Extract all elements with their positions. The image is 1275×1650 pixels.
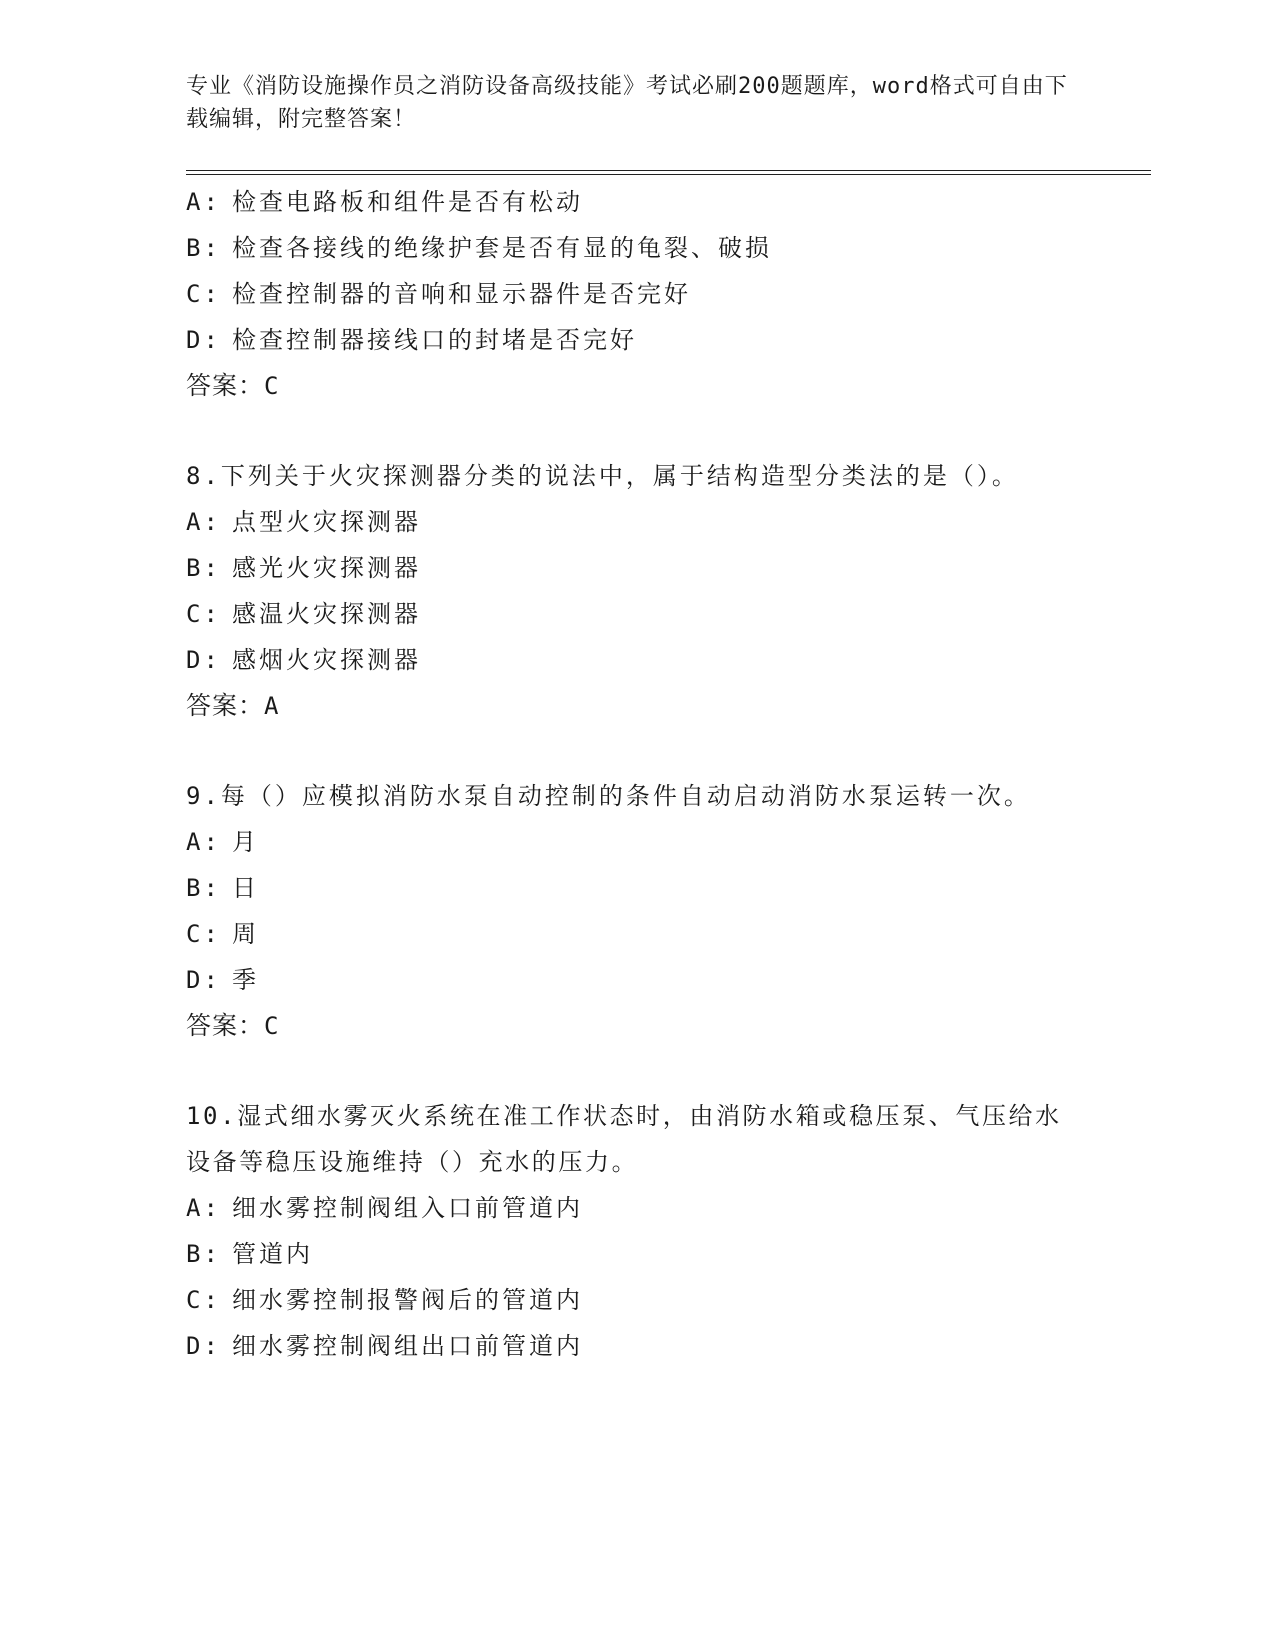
option-d: D: 检查控制器接线口的封堵是否完好 — [186, 326, 637, 354]
option-c: C: 感温火灾探测器 — [186, 600, 421, 628]
option-b: B: 检查各接线的绝缘护套是否有显的龟裂、破损 — [186, 234, 772, 262]
question-8 — [186, 453, 1151, 729]
option-c: C: 细水雾控制报警阀后的管道内 — [186, 1286, 583, 1314]
option-d: D: 细水雾控制阀组出口前管道内 — [186, 1332, 583, 1360]
option-a: A: 点型火灾探测器 — [186, 508, 421, 536]
document-page — [186, 70, 1151, 1369]
question-stem: 8.下列关于火灾探测器分类的说法中，属于结构造型分类法的是（）。 — [186, 462, 1019, 490]
option-b: B: 日 — [186, 874, 259, 902]
option-b: B: 感光火灾探测器 — [186, 554, 421, 582]
option-a: A: 月 — [186, 828, 259, 856]
option-a: A: 检查电路板和组件是否有松动 — [186, 188, 583, 216]
prev-question-block — [186, 179, 1151, 409]
option-c: C: 检查控制器的音响和显示器件是否完好 — [186, 280, 691, 308]
option-d: D: 感烟火灾探测器 — [186, 646, 421, 674]
answer-line: 答案：C — [186, 1011, 280, 1040]
question-stem: 9.每（）应模拟消防水泵自动控制的条件自动启动消防水泵运转一次。 — [186, 782, 1031, 810]
question-9 — [186, 773, 1151, 1049]
answer-line: 答案：C — [186, 371, 280, 400]
option-b: B: 管道内 — [186, 1240, 313, 1268]
option-d: D: 季 — [186, 966, 259, 994]
document-header: 专业《消防设施操作员之消防设备高级技能》考试必刷200题题库，word格式可自由下载编辑，附完整答案！ — [186, 74, 1068, 132]
option-c: C: 周 — [186, 920, 259, 948]
question-stem: 10.湿式细水雾灭火系统在准工作状态时，由消防水箱或稳压泵、气压给水设备等稳压设施维持（）充水的压力。 — [186, 1102, 1062, 1176]
option-a: A: 细水雾控制阀组入口前管道内 — [186, 1194, 583, 1222]
header-divider — [186, 170, 1151, 175]
answer-line: 答案：A — [186, 691, 280, 720]
question-10 — [186, 1093, 1151, 1369]
